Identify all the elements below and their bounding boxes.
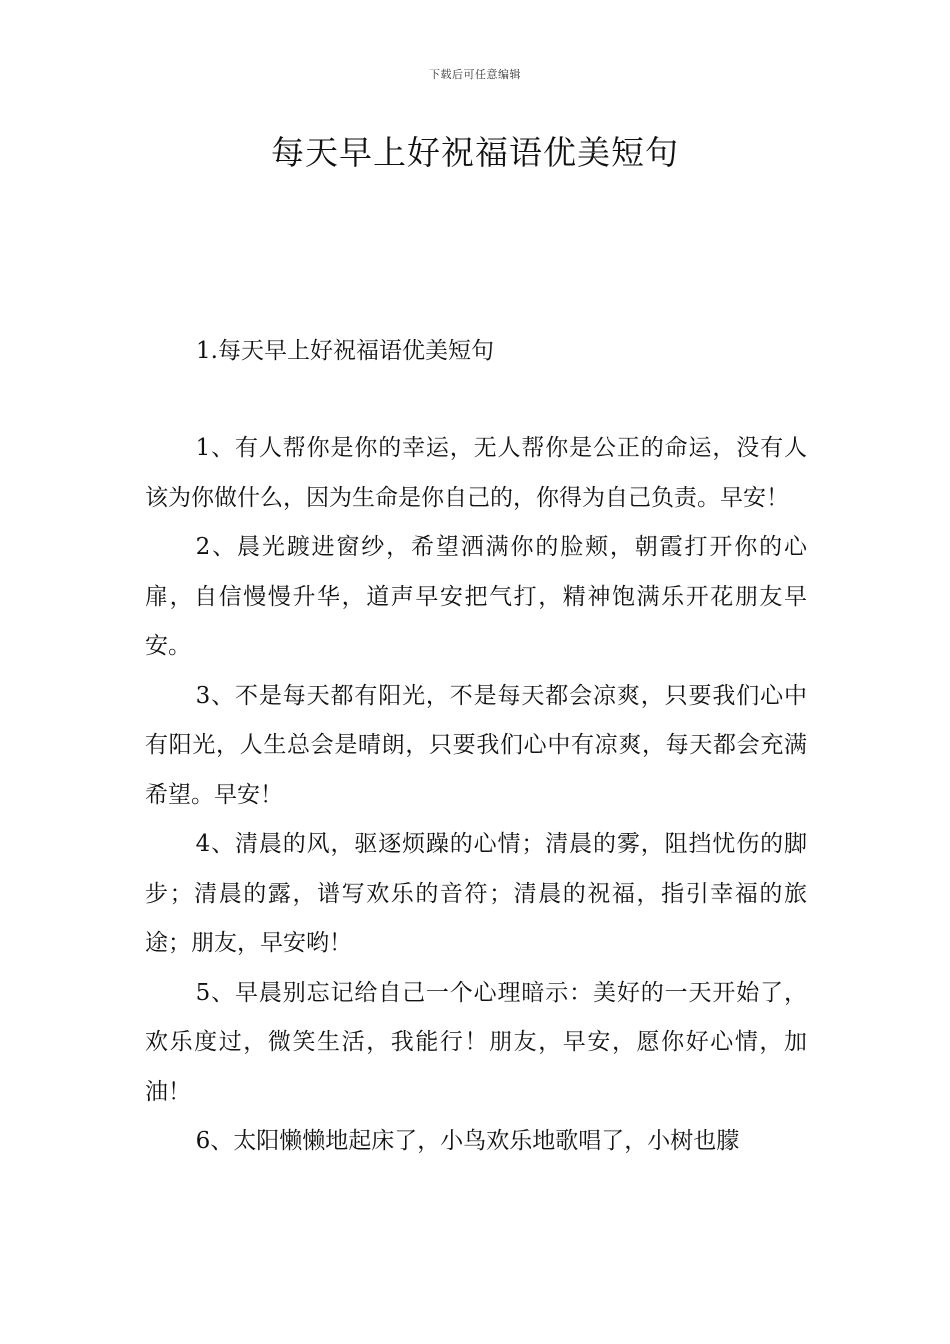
section-heading: 1.每天早上好祝福语优美短句	[196, 338, 494, 364]
paragraph: 6、太阳懒懒地起床了，小鸟欢乐地歌唱了，小树也朦	[195, 1128, 740, 1154]
paragraph: 1、有人帮你是你的幸运，无人帮你是公正的命运，没有人该为你做什么，因为生命是你自己的，你得为自己负责。早安！	[145, 435, 807, 511]
paragraph: 4、清晨的风，驱逐烦躁的心情；清晨的雾，阻挡忧伤的脚步；清晨的露，谱写欢乐的音符；清晨的祝福，指引幸福的旅途；朋友，早安哟！	[145, 831, 807, 956]
header-note: 下载后可任意编辑	[429, 68, 521, 81]
paragraph: 3、不是每天都有阳光，不是每天都会凉爽，只要我们心中有阳光，人生总会是晴朗，只要我们心中有凉爽，每天都会充满希望。早安！	[145, 682, 807, 808]
document-title: 每天早上好祝福语优美短句	[271, 133, 679, 172]
paragraph: 5、早晨别忘记给自己一个心理暗示：美好的一天开始了，欢乐度过，微笑生活，我能行！朋友，早安，愿你好心情，加油！	[145, 979, 807, 1105]
body-text	[145, 424, 807, 1167]
paragraph: 2、晨光踱进窗纱，希望洒满你的脸颊，朝霞打开你的心扉，自信慢慢升华，道声早安把气打，精神饱满乐开花朋友早安。	[145, 534, 807, 659]
